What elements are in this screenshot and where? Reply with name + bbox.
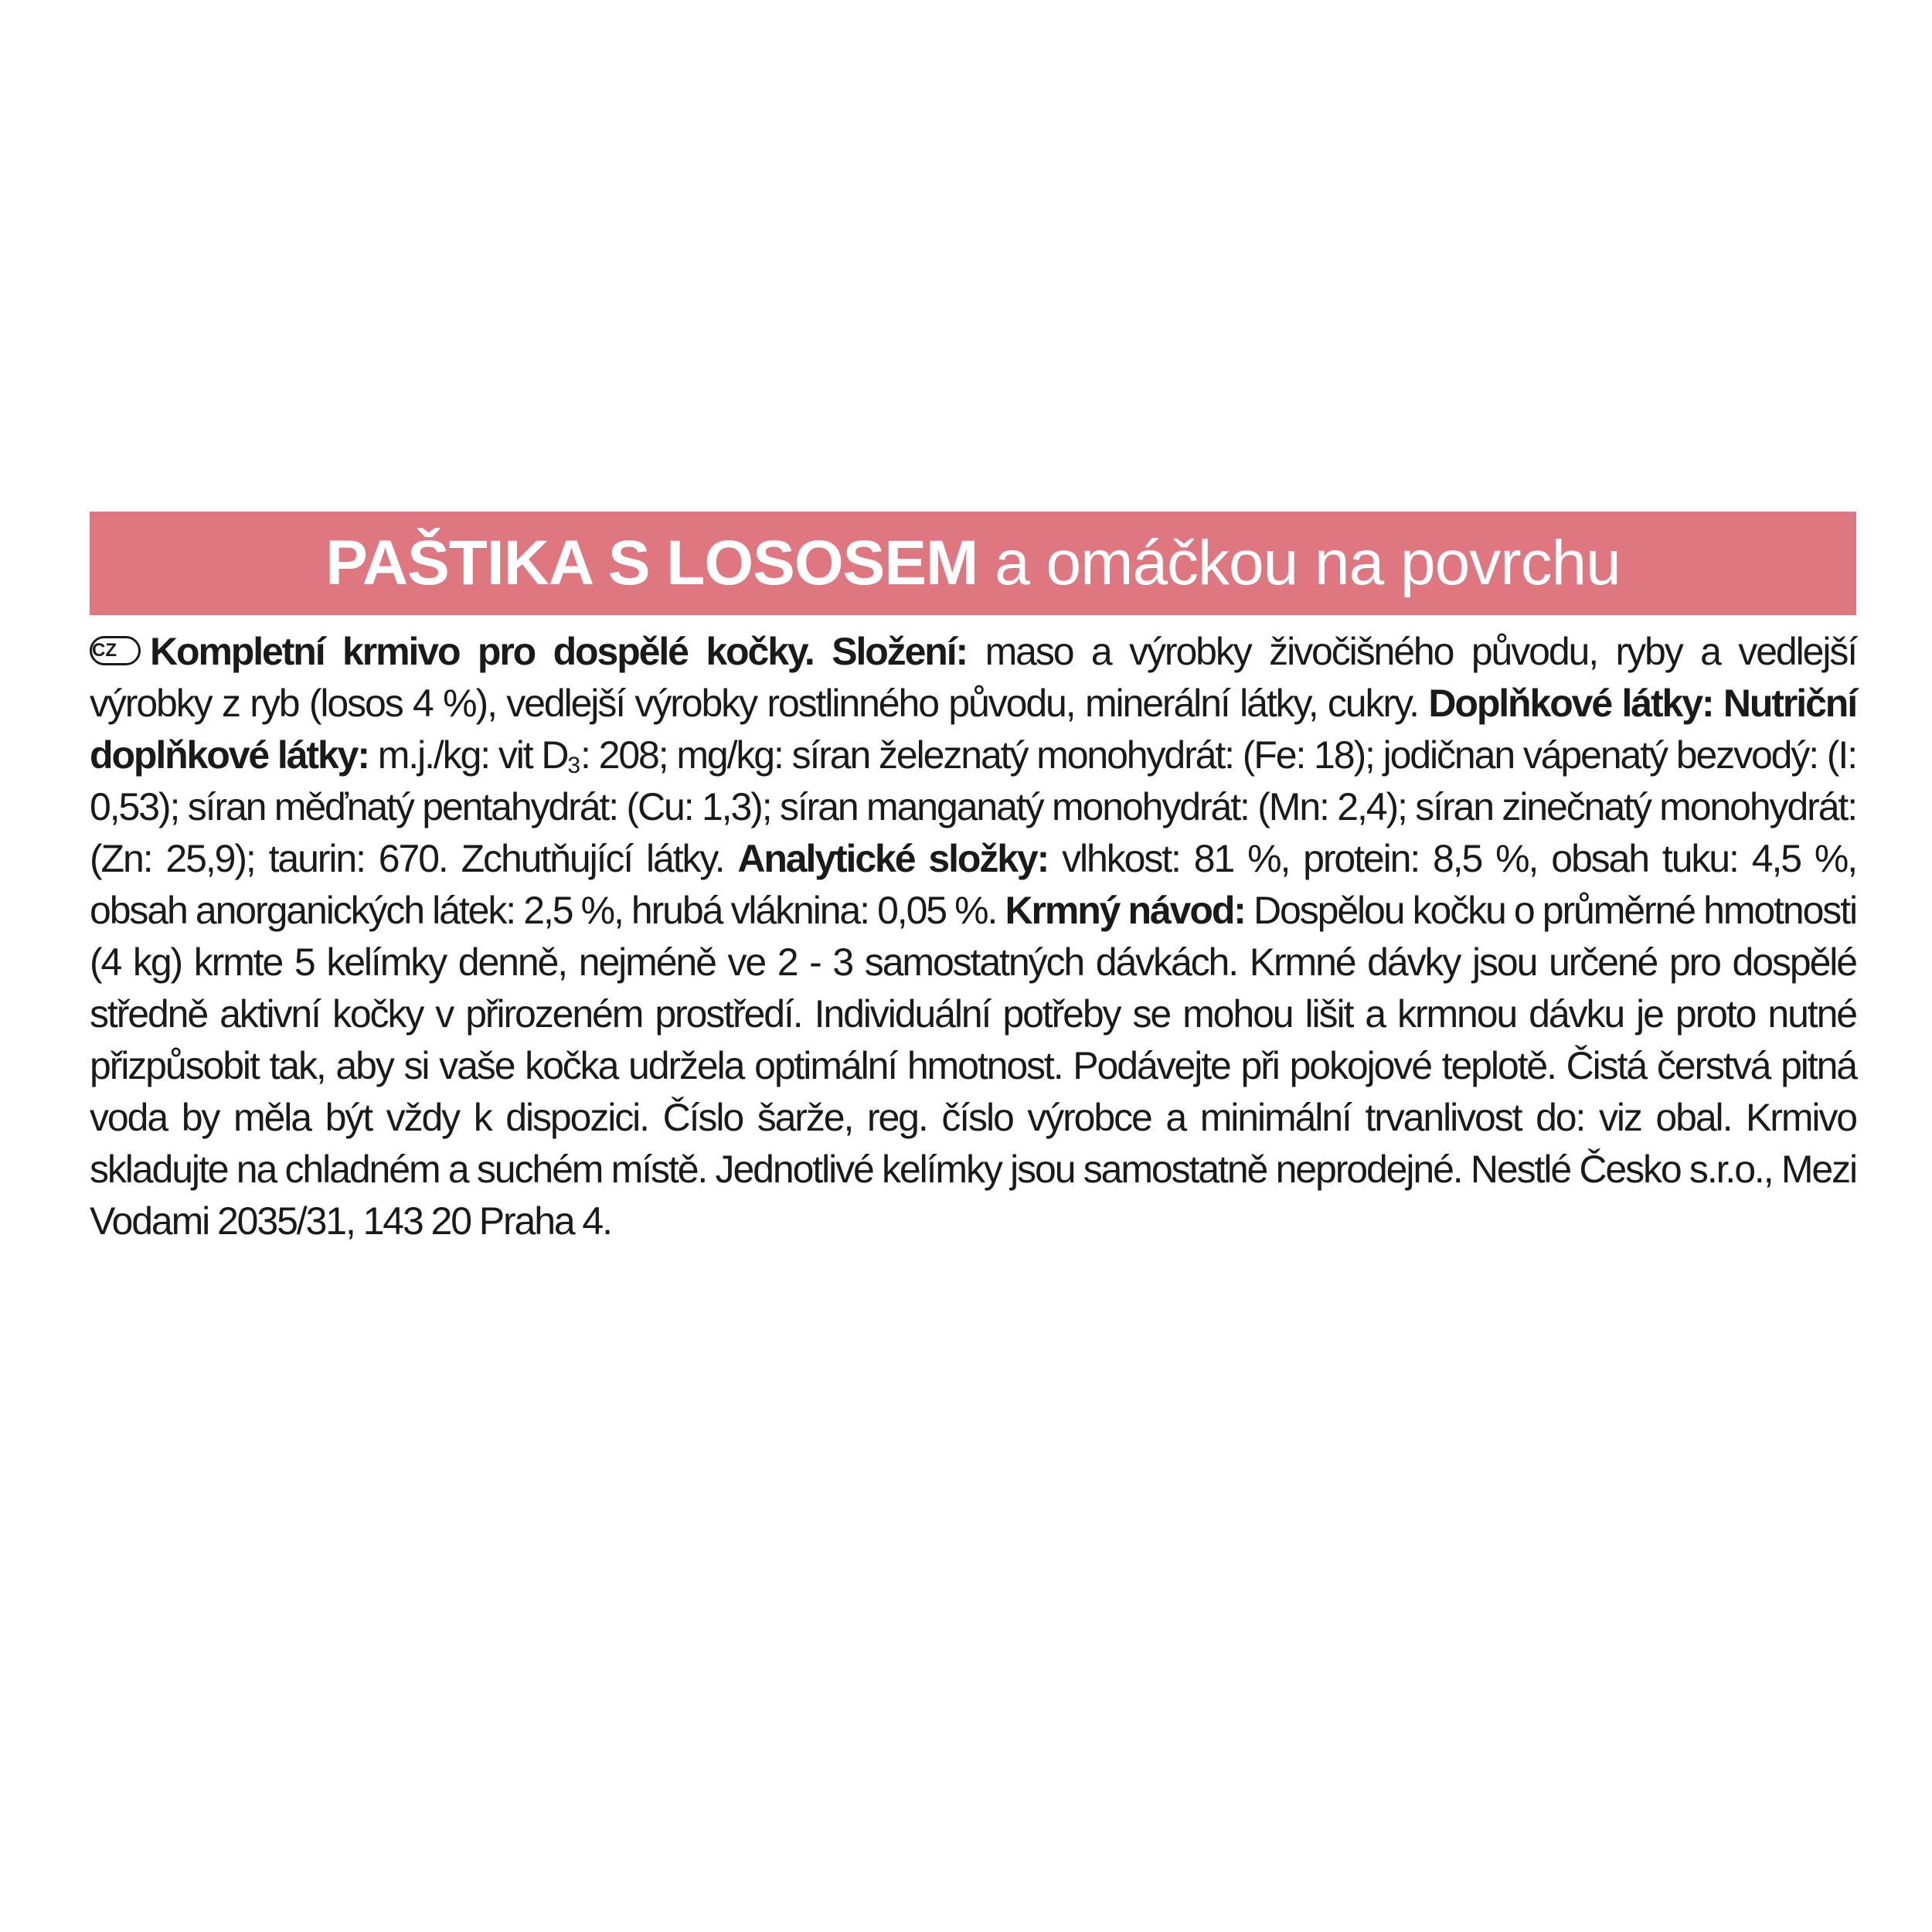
heading-analytical: Analytické složky: [737,837,1049,880]
heading-composition: Složení: [832,630,968,673]
analytical-text: vlhkost: 81 %, protein: 8,5 %, obsah tuku: 4,5 %, obsah anorganických látek: 2,5 %, hrubá vláknina: 0,05 %. [90,837,1857,932]
nutritional-text: : 208; mg/kg: síran železnatý monohydrát: (Fe: 18); jodičnan vápenatý bezvodý: (I: 0,53); síran měďnatý pentahydrát: (Cu: 1,3); síran manganatý monohydrát: (Mn: 2,4); síran zinečnatý monohydrát: (Zn: 25,9); taurin: 670. Zchutňující látky. [90,733,1856,880]
label-body-text [90,626,1856,1247]
heading-feeding-guide: Krmný návod: [1005,889,1245,932]
heading-nutritional-additives: Nutriční doplňkové látky: [90,682,1857,777]
product-title-light: a omáčkou na povrchu [995,528,1621,598]
feeding-text: Dospělou kočku o průměrné hmotnosti (4 kg) krmte 5 kelímky denně, nejméně ve 2 - 3 samostatných dávkách. Krmné dávky jsou určené pro dospělé středně aktivní kočky v přirozeném prostředí. Individuální potřeby se mohou lišit a krmnou dávku je proto nutné přizpůsobit tak, aby si vaše kočka udržela optimální hmotnost. Podávejte při pokojové teplotě. Čistá čerstvá pitná voda by měla být vždy k dispozici. Číslo šarže, reg. číslo výrobce a minimální trvanlivost do: viz obal. Krmivo skladujte na chladném a suchém místě. Jednotlivé kelímky jsou samostatně neprodejné. Nestlé Česko s.r.o., Mezi Vodami 2035/31, 143 20 Praha 4. [90,889,1856,1243]
nutritional-prefix: m.j./kg: vit D [377,733,568,777]
composition-text: maso a výrobky živočišného původu, ryby a vedlejší výrobky z ryb (losos 4 %), vedlejší výrobky rostlinného původu, minerální látky, cukry. [90,630,1857,725]
vitamin-subscript: 3 [567,753,581,778]
heading-additives: Doplňkové látky: [1428,682,1713,725]
country-code-badge: CZ [90,636,141,665]
heading-complete-feed: Kompletní krmivo pro dospělé kočky. [150,630,814,673]
product-title-strong: PAŠTIKA S LOSOSEM [325,528,978,598]
product-label [90,512,1856,1247]
product-title-banner [90,512,1856,615]
